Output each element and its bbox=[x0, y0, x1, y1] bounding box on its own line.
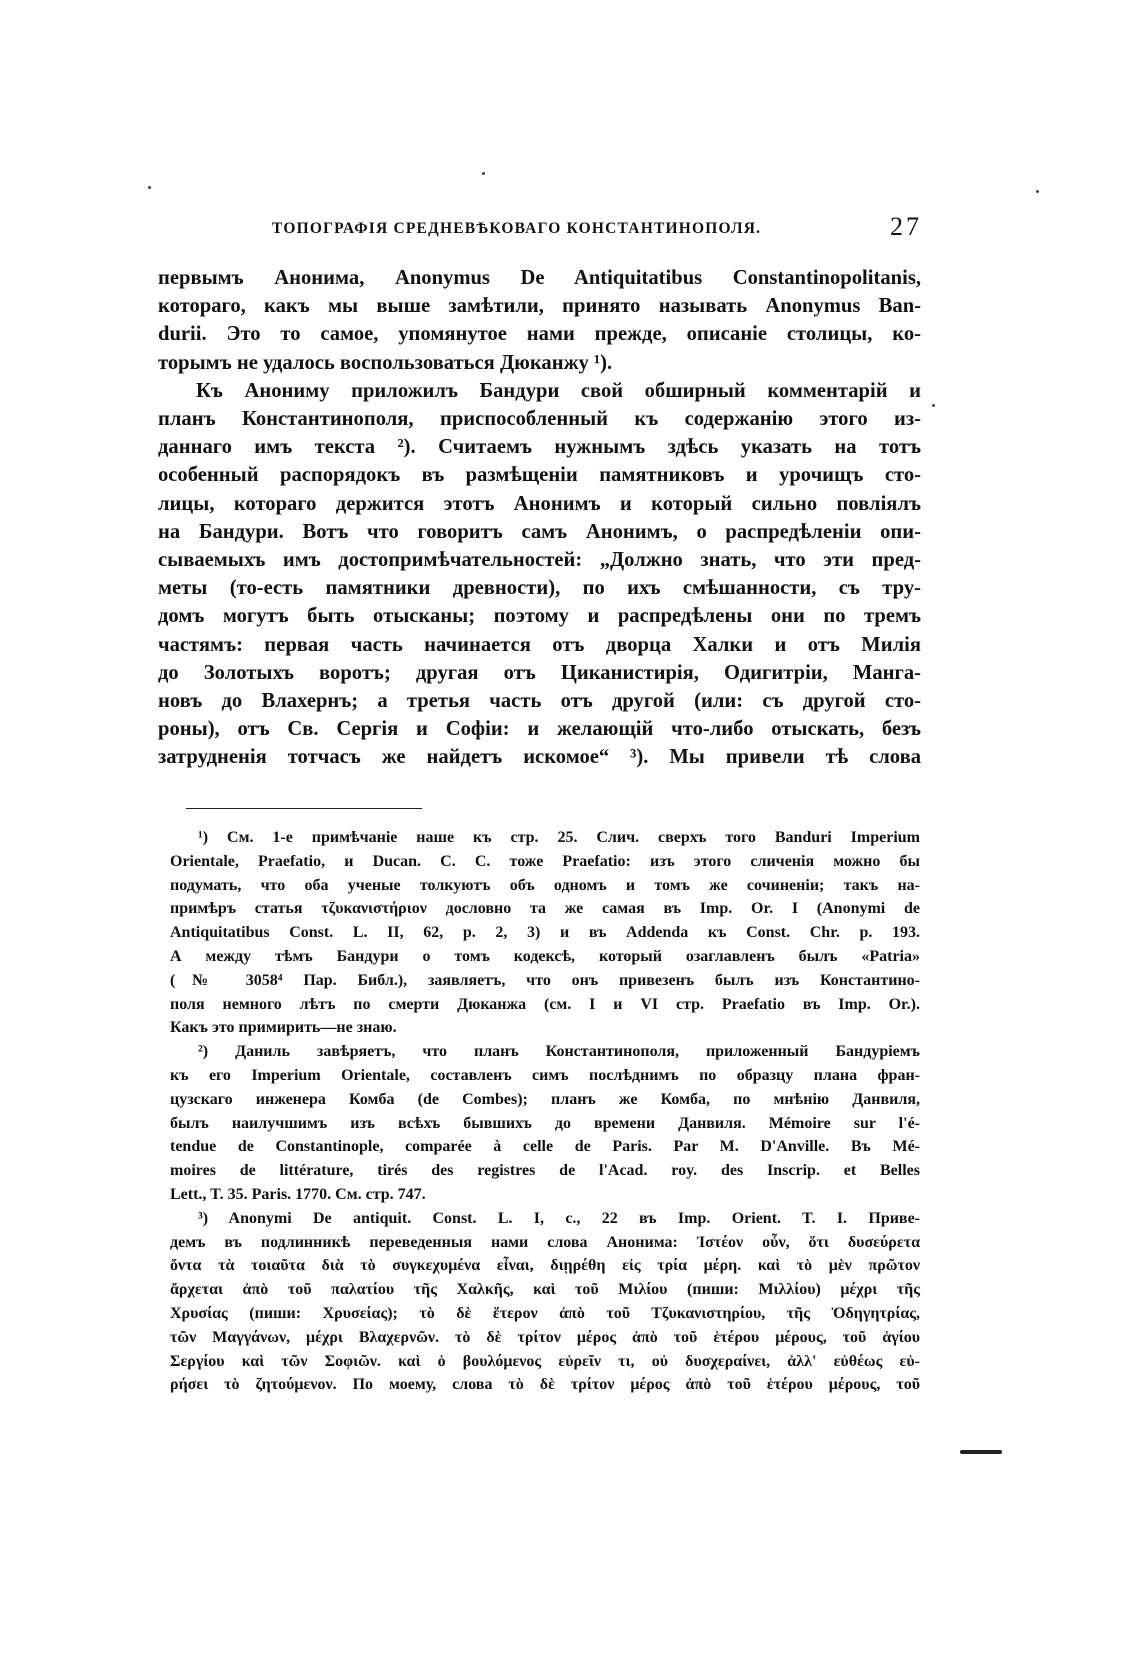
text-line: торымъ не удалось воспользоваться Дюканжу ¹). bbox=[158, 351, 613, 374]
note-line: подумать, что оба ученые толкуютъ объ одномъ и томъ же сочиненіи; такъ на- bbox=[170, 876, 920, 894]
note-line: ³) Anonymi De antiquit. Const. L. I, c., 22 въ Imp. Orient. T. I. Приве- bbox=[198, 1209, 920, 1227]
text-line: планъ Константинополя, приспособленный къ содержанію этого из- bbox=[158, 408, 921, 431]
note-line: τῶν Μαγγάνων, μέχρι Βλαχερνῶν. τὸ δὲ τρίτον μέρος ἀπὸ τοῦ ἑτέρου μέρους, τοῦ ἁγίου bbox=[170, 1328, 920, 1346]
text-line: durii. Это то самое, упомянутое нами прежде, описаніе столицы, ко- bbox=[158, 323, 921, 346]
text-line: до Золотыхъ воротъ; другая отъ Циканистирія, Одигитріи, Манга- bbox=[158, 661, 921, 684]
main-text bbox=[158, 264, 921, 772]
note-line: ρήσει τὸ ζητούμενον. По моему, слова τὸ δὲ τρίτον μέρος ἀπὸ τοῦ ἑτέρου μέρους, τοῦ bbox=[170, 1376, 920, 1394]
text-line: лицы, котораго держится этотъ Анонимъ и который сильно повліялъ bbox=[158, 492, 921, 515]
note-line: примѣръ статья τζυκανιστήριον дословно та же самая въ Imp. Or. I (Anonymi de bbox=[170, 900, 920, 918]
footnote-2 bbox=[170, 1040, 920, 1207]
note-line: Lett., T. 35. Paris. 1770. См. стр. 747. bbox=[170, 1185, 426, 1203]
page-header bbox=[272, 212, 922, 252]
scan-speck bbox=[1036, 190, 1039, 193]
note-line: былъ наилучшимъ изъ всѣхъ бывшихъ до времени Данвиля. Mémoire sur l'é- bbox=[170, 1114, 920, 1132]
text-line: роны), отъ Св. Сергія и Софіи: и желающій что-либо отыскать, безъ bbox=[158, 718, 921, 741]
footnote-3 bbox=[170, 1207, 920, 1397]
note-line: А между тѣмъ Бандури о томъ кодексѣ, который озаглавленъ былъ «Patria» bbox=[170, 947, 920, 965]
page-number: 27 bbox=[890, 212, 922, 241]
note-line: moires de littérature, tirés des registres de l'Acad. roy. des Inscrip. et Belles bbox=[170, 1162, 920, 1180]
text-line: на Бандури. Вотъ что говоритъ самъ Анонимъ, о распредѣленіи опи- bbox=[158, 520, 921, 543]
text-line: котораго, какъ мы выше замѣтили, принято называть Anonymus Ban- bbox=[158, 295, 921, 318]
note-line: ὄντα τὰ τοιαῦτα διὰ τὸ συγκεχυμένα εἶναι, διῃρέθη εἰς τρία μέρη. καὶ τὸ μὲν πρῶτον bbox=[170, 1257, 920, 1275]
text-line: особенный распорядокъ въ размѣщеніи памятниковъ и урочищъ сто- bbox=[158, 464, 921, 487]
note-line: ἄρχεται ἀπὸ τοῦ παλατίου τῆς Χαλκῆς, καὶ τοῦ Μιλίου (пиши: Μιλλίου) μέχρι τῆς bbox=[170, 1281, 920, 1299]
footnotes bbox=[170, 826, 920, 1397]
note-line: ²) Даниль завѣряетъ, что планъ Константинополя, приложенный Бандуріемъ bbox=[198, 1043, 920, 1061]
note-line: поля немного лѣтъ по смерти Дюканжа (см. I и VI стр. Praefatio въ Imp. Or.). bbox=[170, 995, 920, 1013]
note-line: демъ въ подлинникѣ переведенныя нами слова Анонима: Ἰστέον οὖν, ὅτι δυσεύρετα bbox=[170, 1233, 920, 1251]
paragraph-2 bbox=[158, 377, 921, 772]
note-line: Χρυσίας (пиши: Χρυσείας); τὸ δὲ ἕτερον ἀπὸ τοῦ Τζυκανιστηρίου, τῆς Ὁδηγητρίας, bbox=[170, 1304, 920, 1322]
text-line: меты (то-есть памятники древности), по ихъ смѣшанности, съ тру- bbox=[158, 577, 921, 600]
margin-mark bbox=[960, 1450, 1002, 1454]
note-line: цузскаго инженера Комба (de Combes); планъ же Комба, по мнѣнію Данвиля, bbox=[170, 1090, 920, 1108]
note-line: Antiquitatibus Const. L. II, 62, p. 2, 3) и въ Addenda къ Const. Chr. p. 193. bbox=[170, 924, 920, 942]
note-line: ¹) См. 1-е примѣчаніе наше къ стр. 25. Слич. сверхъ того Banduri Imperium bbox=[198, 829, 920, 846]
text-line: первымъ Анонима, Anonymus De Antiquitatibus Constantinopolitanis, bbox=[158, 267, 921, 289]
scan-speck bbox=[932, 404, 935, 407]
scan-speck bbox=[148, 186, 151, 189]
text-line: Къ Анониму приложилъ Бандури свой обширный комментарій и bbox=[196, 379, 921, 402]
note-line: (№ 3058⁴ Пар. Библ.), заявляетъ, что онъ привезенъ былъ изъ Константино- bbox=[170, 971, 920, 989]
footnote-1 bbox=[170, 826, 920, 1040]
text-line: сываемыхъ имъ достопримѣчательностей: „Должно знать, что эти пред- bbox=[158, 549, 921, 572]
footnote-divider bbox=[186, 808, 422, 809]
running-title: ТОПОГРАФІЯ СРЕДНЕВѢКОВАГО КОНСТАНТИНОПОЛЯ. bbox=[272, 220, 762, 237]
note-line: Какъ это примирить—не знаю. bbox=[170, 1019, 397, 1037]
note-line: къ его Imperium Orientale, составленъ симъ послѣднимъ по образцу плана фран- bbox=[170, 1066, 920, 1084]
note-line: Σεργίου καὶ τῶν Σοφιῶν. καὶ ὁ βουλόμενος εὑρεῖν τι, οὐ δυσχεραίνει, ἀλλ' εὐθέως εὑ- bbox=[170, 1352, 920, 1370]
note-line: tendue de Constantinople, comparée à celle de Paris. Par M. D'Anville. Въ Mé- bbox=[170, 1138, 920, 1156]
paragraph-1 bbox=[158, 264, 921, 377]
note-line: Orientale, Praefatio, и Ducan. C. C. тоже Praefatio: изъ этого сличенія можно бы bbox=[170, 852, 920, 870]
text-line: частямъ: первая часть начинается отъ дворца Халки и отъ Милія bbox=[158, 633, 921, 656]
text-line: домъ могутъ быть отысканы; поэтому и распредѣлены они по тремъ bbox=[158, 605, 921, 628]
text-line: новъ до Влахернъ; а третья часть отъ другой (или: съ другой сто- bbox=[158, 690, 921, 713]
scan-speck bbox=[482, 172, 485, 175]
text-line: даннаго имъ текста ²). Считаемъ нужнымъ здѣсь указать на тотъ bbox=[158, 436, 921, 459]
text-line: затрудненія тотчасъ же найдетъ искомое“ ³). Мы привели тѣ слова bbox=[158, 746, 921, 769]
